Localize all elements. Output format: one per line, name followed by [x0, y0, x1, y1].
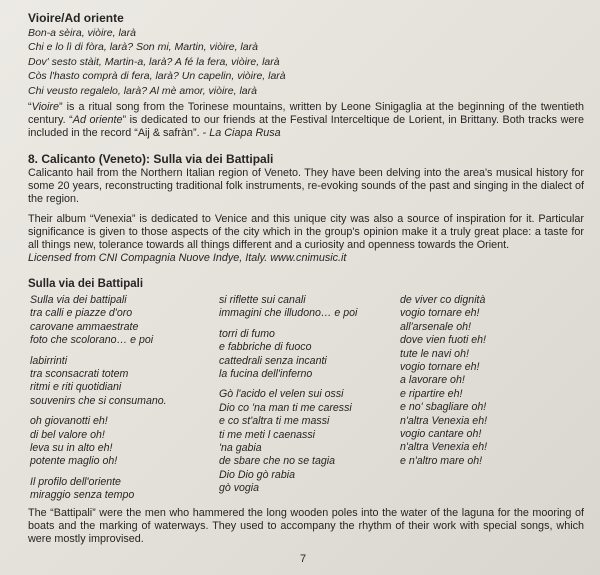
lyric-line: miraggio senza tempo — [30, 489, 135, 502]
lyric-line: tute le navi oh! — [400, 347, 469, 360]
lyric-line: Sulla via dei battipali — [30, 294, 127, 306]
lyric-line: n'altra Venexia eh! — [400, 441, 488, 454]
stanza — [219, 388, 357, 495]
lyric-line: tra calli e piazze d'oro — [30, 307, 133, 320]
battipali-explanation — [28, 507, 584, 546]
lyric-line: e fabbriche di fuoco — [219, 341, 312, 354]
lyric-line: foto che scolorano… e poi — [30, 334, 154, 347]
lyric-line: ti me meti l caenassi — [219, 428, 315, 441]
lyric-line: carovane ammaestrate — [30, 320, 139, 333]
lyric-line: 'na gabia — [219, 442, 262, 455]
description-text: ” is dedicated to our friends at the Festival Interceltique de Lorient, in Brittany. Both tracks were included in the record “Aij & safràn”. - — [28, 114, 585, 139]
verse-line: Còs l'hasto comprà di fera, larà? Un capelin, viòire, larà — [28, 70, 286, 83]
stanza — [400, 294, 487, 468]
lyric-line: vogio tornare eh! — [400, 307, 480, 320]
open-quote: “ — [28, 101, 32, 113]
lyric-line: all'arsenale oh! — [400, 320, 471, 333]
lyric-line: cattedrali senza incanti — [219, 354, 327, 367]
lyric-line: ritmi e riti quotidiani — [30, 381, 122, 394]
closing-text: The “Battipali” were the men who hammered the long wooden poles into the water of the laguna for the mooring of boats and the marking of waterways. They used to accompany the rhythm of their work with special songs, which were mostly improvised. — [28, 507, 584, 545]
verse-line: Chi e lo lì di fòra, larà? Son mi, Martin, viòire, larà — [28, 41, 258, 54]
lyric-line: oh giovanotti eh! — [30, 415, 108, 428]
lyric-line: di bel valore oh! — [30, 428, 105, 441]
lyric-line: immagini che illudono… e poi — [219, 307, 358, 320]
lyric-line: gò vogia — [219, 482, 260, 495]
stanza — [219, 294, 357, 321]
lyric-line: potente maglio oh! — [30, 455, 118, 468]
lyric-line: Gò l'acido el velen sui ossi — [219, 388, 344, 401]
lyric-line: vogio cantare oh! — [400, 428, 482, 441]
intro-text: Calicanto hail from the Northern Italian region of Veneto. They have been delving into the area's musical history for some 20 years, reconstructing traditional folk instruments, re-evoking sounds of the past and singing in the dialect of the region. — [28, 167, 584, 205]
lyric-line: torri di fumo — [219, 327, 275, 340]
stanza — [219, 328, 357, 382]
verse-line: Dov' sesto stàit, Martin-a, larà? A fé la fera, viòire, larà — [28, 55, 280, 68]
credit-la-ciapa-rusa: La Ciapa Rusa — [209, 127, 281, 139]
lyric-line: Dio co 'na man ti me caressi — [219, 401, 352, 414]
lyric-line: vogio tornare eh! — [400, 361, 480, 374]
section-title-vioire: Vioire/Ad oriente — [28, 11, 124, 25]
lyrics-column-3 — [400, 294, 487, 475]
page-number: 7 — [300, 553, 307, 565]
verse-line: Chi veusto regalelo, larà? Al mè amor, viòire, larà — [28, 84, 257, 97]
venexia-description — [28, 213, 584, 265]
stanza — [30, 294, 167, 348]
lyric-line: leva su in alto eh! — [30, 442, 113, 455]
lyric-line: n'altra Venexia eh! — [400, 414, 488, 427]
lyric-line: Il profilo dell'oriente — [30, 475, 121, 488]
lyrics-column-1 — [30, 294, 167, 510]
vioire-verse — [28, 26, 584, 98]
calicanto-intro — [28, 167, 584, 206]
lyric-line: si riflette sui canali — [219, 294, 306, 306]
song-title-vioire: Vioire — [31, 101, 60, 113]
venexia-text: Their album “Venexia” is dedicated to Venice and this unique city was also a source of inspiration for it. Particular significance is given to those aspects of the city which in the group's opinion make it a truly great place: a taste for all things new, tolerance towards all things different and a curiosity and openness towards the Orient. — [28, 213, 584, 251]
lyric-line: e n'altro mare oh! — [400, 454, 483, 467]
lyric-line: e ripartire eh! — [400, 387, 463, 400]
lyric-line: dove vien fuoti eh! — [400, 334, 486, 347]
lyrics-title: Sulla via dei Battipali — [28, 278, 144, 290]
description-text: ” is a ritual song from the Torinese mountains, written by Leone Sinigaglia at the beginning of the twentieth century. “ — [28, 101, 584, 126]
vioire-description — [28, 101, 584, 140]
section-title-calicanto: 8. Calicanto (Veneto): Sulla via dei Battipali — [28, 152, 274, 166]
verse-line: Bon-a sèira, viòire, larà — [28, 27, 136, 39]
stanza — [30, 415, 167, 469]
lyric-line: la fucina dell'inferno — [219, 368, 313, 381]
lyric-line: e co st'altra ti me massi — [219, 415, 330, 428]
stanza — [30, 355, 167, 409]
song-title-ad-oriente: Ad oriente — [72, 114, 123, 126]
lyric-line: Dio Dio gò rabia — [219, 468, 295, 481]
licence-note: Licensed from CNI Compagnia Nuove Indye, Italy. www.cnimusic.it — [28, 252, 347, 264]
lyric-line: labirrinti — [30, 354, 68, 367]
lyric-line: de viver co dignità — [400, 294, 486, 306]
stanza — [30, 476, 167, 503]
lyric-line: de sbare che no se tagia — [219, 455, 336, 468]
lyric-line: e no' sbagliare oh! — [400, 401, 487, 414]
lyric-line: souvenirs che si consumano. — [30, 394, 167, 407]
lyric-line: tra sconsacrati totem — [30, 368, 129, 381]
lyrics-column-2 — [219, 294, 357, 503]
lyric-line: a lavorare oh! — [400, 374, 465, 387]
